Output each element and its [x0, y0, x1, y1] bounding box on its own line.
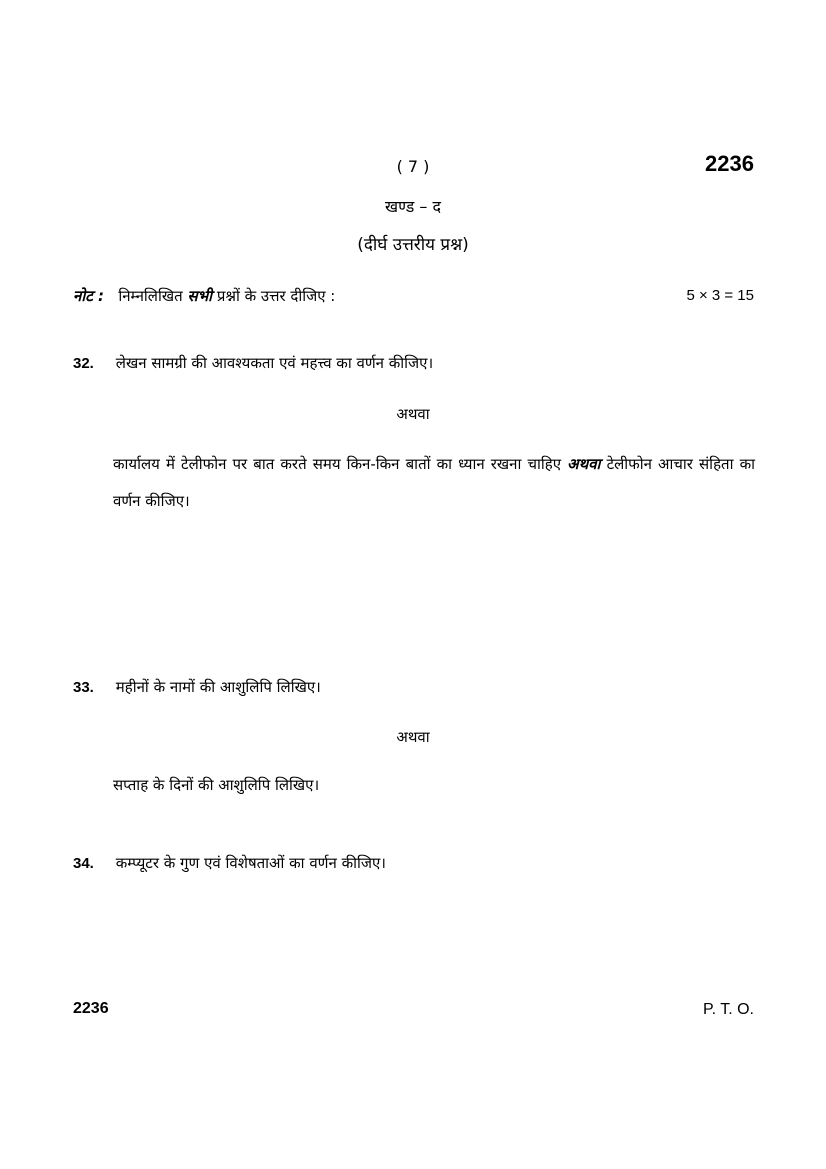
question-32-alternative	[113, 446, 755, 520]
alt-text-after: टेलीफोन आचार संहिता का वर्णन कीजिए।	[113, 455, 755, 510]
section-subtitle: (दीर्घ उत्तरीय प्रश्न)	[357, 235, 469, 255]
question-number: 34.	[73, 855, 94, 872]
instruction-note	[73, 286, 335, 306]
page-number: ( 7 )	[396, 157, 430, 176]
marks-distribution: 5 × 3 = 15	[686, 287, 754, 304]
question-33-alternative: सप्ताह के दिनों की आशुलिपि लिखिए।	[113, 776, 320, 794]
alt-text-before: कार्यालय में टेलीफोन पर बात करते समय किन-किन बातों का ध्यान रखना चाहिए	[113, 455, 562, 473]
section-title: खण्ड – द	[385, 197, 441, 216]
or-separator: अथवा	[396, 405, 430, 423]
question-text: कम्प्यूटर के गुण एवं विशेषताओं का वर्णन कीजिए।	[115, 854, 386, 872]
question-text: महीनों के नामों की आशुलिपि लिखिए।	[115, 678, 321, 696]
question-32	[73, 353, 433, 373]
question-text: लेखन सामग्री की आवश्यकता एवं महत्त्व का वर्णन कीजिए।	[115, 354, 434, 372]
alt-emphasis: अथवा	[567, 455, 601, 473]
question-33	[73, 677, 321, 697]
question-34	[73, 853, 386, 873]
paper-code-footer: 2236	[73, 1000, 109, 1017]
note-text-before: निम्नलिखित	[118, 287, 183, 305]
paper-code-header: 2236	[705, 151, 754, 176]
note-emphasis: सभी	[187, 287, 213, 305]
please-turn-over: P. T. O.	[703, 1001, 754, 1018]
note-text-after: प्रश्नों के उत्तर दीजिए :	[216, 287, 336, 305]
question-number: 33.	[73, 679, 94, 696]
or-separator: अथवा	[396, 728, 430, 746]
question-number: 32.	[73, 355, 94, 372]
note-label: नोट :	[73, 287, 104, 305]
